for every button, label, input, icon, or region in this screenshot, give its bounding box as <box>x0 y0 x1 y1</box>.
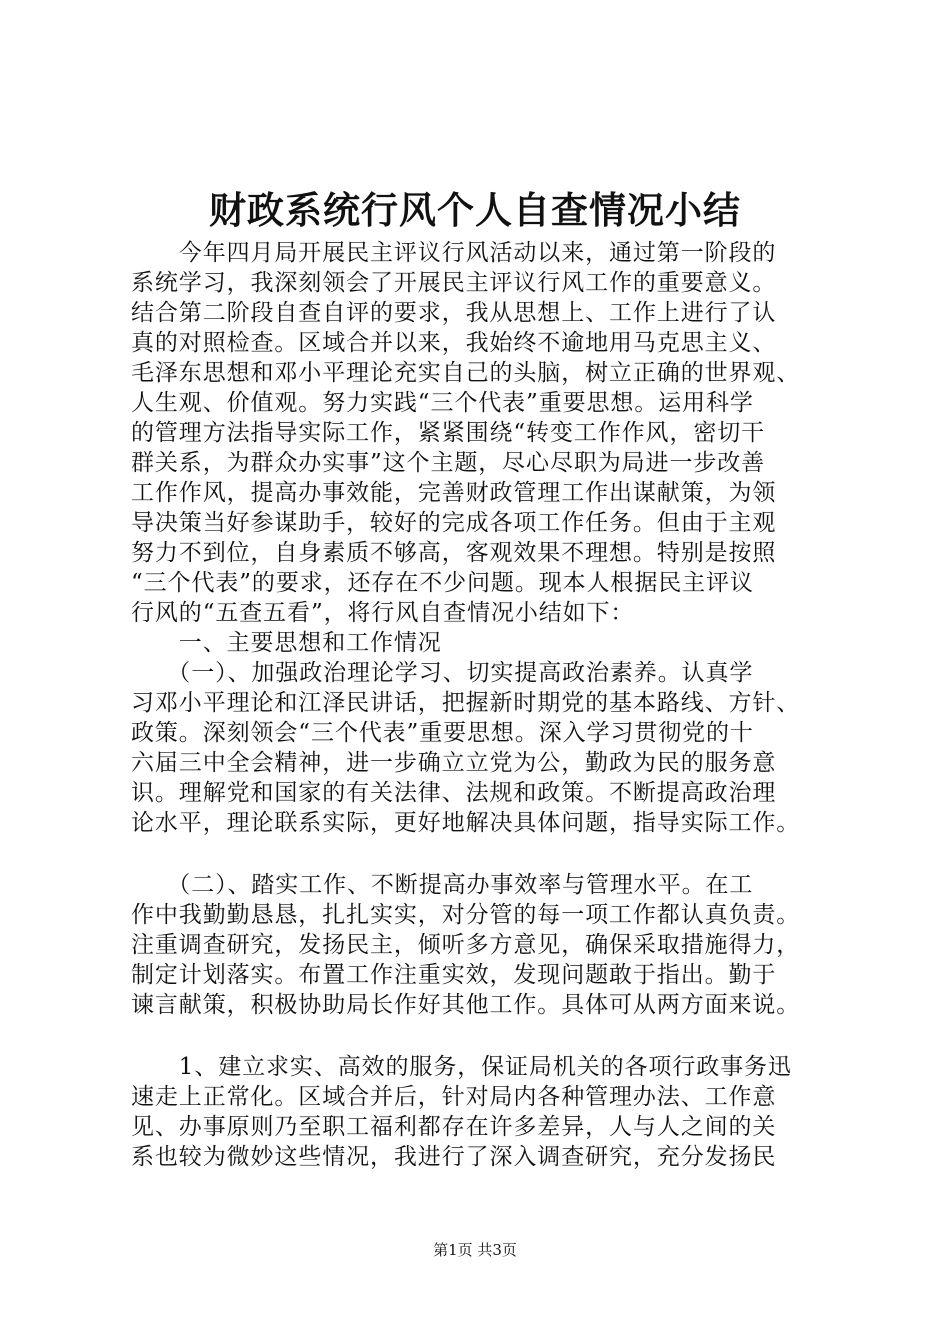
body-line: 努力不到位，自身素质不够高，客观效果不理想。特别是按照 <box>131 540 777 566</box>
body-line: 导决策当好参谋助手，较好的完成各项工作任务。但由于主观 <box>131 510 777 536</box>
body-line: 制定计划落实。布置工作注重实效，发现问题敢于指出。勤于 <box>131 962 777 988</box>
body-line: 群关系，为群众办实事”这个主题，尽心尽职为局进一步改善 <box>131 450 766 476</box>
body-line: 速走上正常化。区域合并后，针对局内各种管理办法、工作意 <box>131 1084 777 1110</box>
body-line: 习邓小平理论和江泽民讲话，把握新时期党的基本路线、方针、 <box>131 690 801 716</box>
body-line: （一）、加强政治理论学习、切实提高政治素养。认真学 <box>131 660 754 686</box>
body-line: 结合第二阶段自查自评的要求，我从思想上、工作上进行了认 <box>131 300 777 326</box>
body-line: 行风的“五查五看”，将行风自查情况小结如下： <box>131 600 635 626</box>
body-line: 真的对照检查。区域合并以来，我始终不逾地用马克思主义、 <box>131 330 777 356</box>
body-line: 1、建立求实、高效的服务，保证局机关的各项行政事务迅 <box>131 1054 792 1080</box>
document-body <box>131 238 851 1172</box>
body-line: 见、办事原则乃至职工福利都存在许多差异，人与人之间的关 <box>131 1114 777 1140</box>
body-line: 作中我勤勤恳恳，扎扎实实，对分管的每一项工作都认真负责。 <box>131 902 801 928</box>
section-heading: 一、主要思想和工作情况 <box>131 630 442 656</box>
body-line: 毛泽东思想和邓小平理论充实自己的头脑，树立正确的世界观、 <box>131 360 801 386</box>
body-line: 识。理解党和国家的有关法律、法规和政策。不断提高政治理 <box>131 780 777 806</box>
body-line: 论水平，理论联系实际，更好地解决具体问题，指导实际工作。 <box>131 810 801 836</box>
body-line: 政策。深刻领会“三个代表”重要思想。深入学习贯彻党的十 <box>131 720 754 746</box>
body-line: 系也较为微妙这些情况，我进行了深入调查研究，充分发扬民 <box>131 1144 777 1170</box>
body-line: 今年四月局开展民主评议行风活动以来，通过第一阶段的 <box>131 240 777 266</box>
body-line: 谏言献策，积极协助局长作好其他工作。具体可从两方面来说。 <box>131 992 801 1018</box>
body-line: 的管理方法指导实际工作，紧紧围绕“转变工作作风，密切干 <box>131 420 766 446</box>
body-line: 六届三中全会精神，进一步确立立党为公，勤政为民的服务意 <box>131 750 777 776</box>
paragraph-gap <box>131 1020 851 1052</box>
document-title: 财政系统行风个人自查情况小结 <box>209 188 741 232</box>
page-footer: 第1页 共3页 <box>433 1241 517 1259</box>
body-line: 系统学习，我深刻领会了开展民主评议行风工作的重要意义。 <box>131 270 777 296</box>
body-line: 人生观、价值观。努力实践“三个代表”重要思想。运用科学 <box>131 390 754 416</box>
body-line: （二）、踏实工作、不断提高办事效率与管理水平。在工 <box>131 872 754 898</box>
body-line: “三个代表”的要求，还存在不少问题。现本人根据民主评议 <box>131 570 754 596</box>
body-line: 注重调查研究，发扬民主，倾听多方意见，确保采取措施得力， <box>131 932 801 958</box>
body-line: 工作作风，提高办事效能，完善财政管理工作出谋献策，为领 <box>131 480 777 506</box>
paragraph-gap <box>131 838 851 870</box>
